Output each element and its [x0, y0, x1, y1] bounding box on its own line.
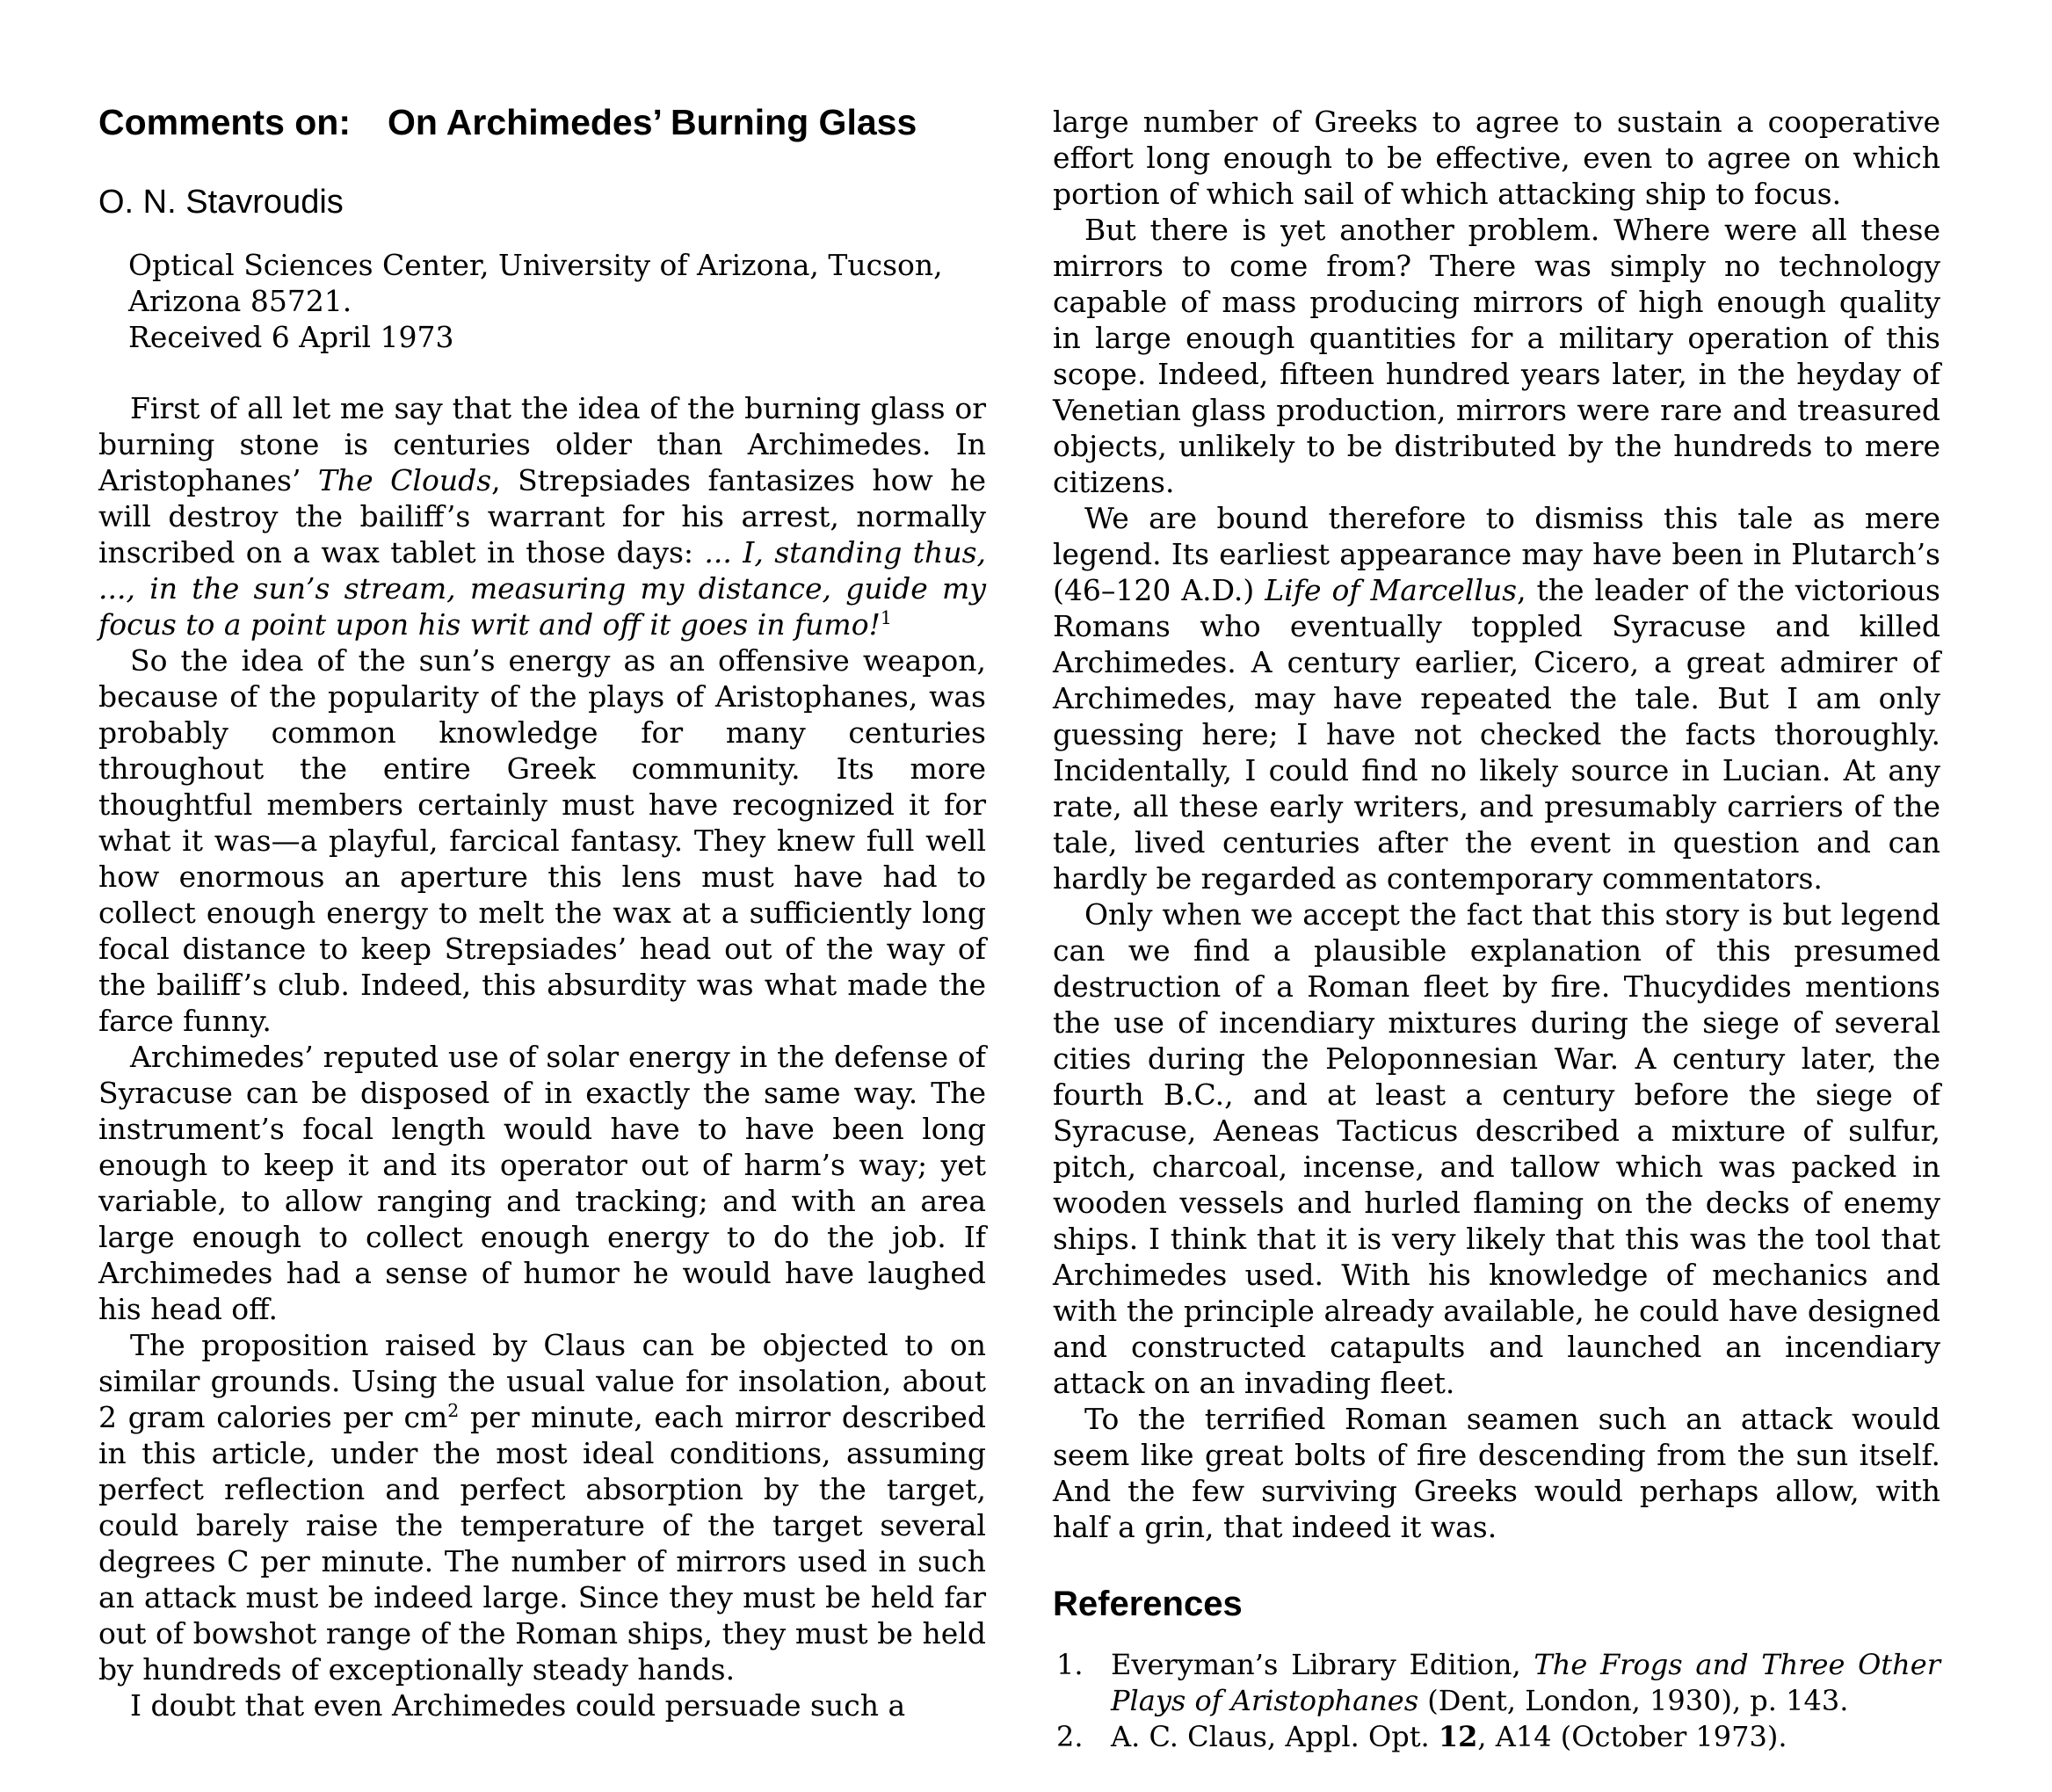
- text-run: The Frogs and Three Other Plays of Aristophanes: [1111, 1648, 1941, 1717]
- text-run: We are bound therefore to dismiss this tale as mere legend. Its earliest appearance may have been in Plutarch’s (46–120 A.D.): [1053, 501, 1940, 607]
- reference-number: 2.: [1056, 1720, 1084, 1753]
- page-title: [98, 104, 986, 141]
- title-prefix: Comments on:: [98, 102, 351, 142]
- superscript-marker: 1: [880, 606, 892, 628]
- text-run: So the idea of the sun’s energy as an offensive weapon, because of the popularity of the plays of Aristophanes, was probably common knowledge for many centuries throughout the entire Greek community. Its more thoughtful members certainly must have recognized it for what it was—a playful, farcical fantasy. They knew full well how enormous an aperture this lens must have had to collect enough energy to melt the wax at a sufficiently long focal distance to keep Strepsiades’ head out of the way of the bailiff’s club. Indeed, this absurdity was what made the farce funny.: [98, 642, 986, 1038]
- text-run: (Dent, London, 1930), p. 143.: [1418, 1684, 1849, 1717]
- right-column: [1053, 104, 1940, 1755]
- left-column: [98, 104, 986, 1755]
- text-run: , the leader of the victorious Romans who eventually toppled Syracuse and killed Archimedes. A century earlier, Cicero, a great admirer of Archimedes, may have repeated the tale. But I am only guessing here; I have not checked the facts thoroughly. Incidentally, I could find no likely source in Lucian. At any rate, all these early writers, and presumably carriers of the tale, lived centuries after the event in question and can hardly be regarded as contemporary commentators.: [1053, 573, 1940, 896]
- reference-text: [1111, 1648, 1940, 1717]
- paragraph: [98, 1039, 986, 1327]
- text-run: per minute, each mirror described in this article, under the most ideal conditions, assuming perfect reflection and perfect absorption by the target, could barely raise the temperature of the target several degrees C per minute. The number of mirrors used in such an attack must be indeed large. Since they must be held far out of bowshot range of the Roman ships, they must be held by hundreds of exceptionally steady hands.: [98, 1399, 986, 1687]
- text-run: large number of Greeks to agree to sustain a cooperative effort long enough to be effective, even to agree on which portion of which sail of which attacking ship to focus.: [1053, 105, 1940, 211]
- paragraph: [1053, 104, 1940, 212]
- reference-text: [1111, 1720, 1787, 1753]
- article-header: [98, 104, 986, 355]
- reference-number: 1.: [1056, 1648, 1084, 1681]
- text-run: , A14 (October 1973).: [1477, 1720, 1787, 1753]
- two-column-layout: [98, 104, 2052, 1755]
- text-run: But there is yet another problem. Where were all these mirrors to come from? There was simply no technology capable of mass producing mirrors of high enough quality in large enough quantities for a military operation of this scope. Indeed, fifteen hundred years later, in the heyday of Venetian glass production, mirrors were rare and treasured objects, unlikely to be distributed by the hundreds to mere citizens.: [1053, 213, 1940, 499]
- text-run: To the terrified Roman seamen such an attack would seem like great bolts of fire descending from the sun itself. And the few surviving Greeks would perhaps allow, with half a grin, that indeed it was.: [1053, 1402, 1940, 1544]
- references-heading: References: [1053, 1585, 1243, 1623]
- paragraph: [1053, 1401, 1940, 1545]
- paragraph: [98, 642, 986, 1039]
- text-run: Only when we accept the fact that this story is but legend can we find a plausible explanation of this presumed destruction of a Roman fleet by fire. Thucydides mentions the use of incendiary mixtures during the siege of several cities during the Peloponnesian War. A century later, the fourth B.C., and at least a century before the siege of Syracuse, Aeneas Tacticus described a mixture of sulfur, pitch, charcoal, incense, and tallow which was packed in wooden vessels and hurled flaming on the decks of enemy ships. I think that it is very likely that this was the tool that Archimedes used. With his knowledge of mechanics and with the principle already available, he could have designed and constructed catapults and launched an incendiary attack on an invading fleet.: [1053, 897, 1940, 1400]
- reference-item: [1053, 1647, 1940, 1719]
- paragraph: [1053, 212, 1940, 500]
- text-run: Archimedes’ reputed use of solar energy in the defense of Syracuse can be disposed of in exactly the same way. The instrument’s focal length would have to have been long enough to keep it and its operator out of harm’s way; yet variable, to allow ranging and tracking; and with an area large enough to collect enough energy to do the job. If Archimedes had a sense of humor he would have laughed his head off.: [98, 1039, 986, 1326]
- received-date: Received 6 April 1973: [128, 319, 454, 354]
- text-run: First of all let me say that the idea of the burning glass or burning stone is centuries older than Archimedes. In Aristophanes’: [98, 390, 986, 497]
- reference-item: [1053, 1719, 1940, 1755]
- text-run: 12: [1438, 1720, 1478, 1753]
- paragraph: [98, 1687, 986, 1723]
- text-run: The proposition raised by Claus can be objected to on similar grounds. Using the usual value for insolation, about 2 gram calories per cm: [98, 1327, 986, 1434]
- title-text: On Archimedes’ Burning Glass: [388, 102, 917, 142]
- author-name: O. N. Stavroudis: [98, 184, 344, 221]
- text-run: The Clouds: [317, 462, 492, 497]
- text-run: I doubt that even Archimedes could persuade such a: [130, 1687, 906, 1723]
- text-run: , Strepsiades fantasizes how he will destroy the bailiff’s warrant for his arrest, normally inscribed on a wax tablet in those days:: [98, 462, 986, 570]
- paragraph: [98, 390, 986, 642]
- text-run: ... I, standing thus, ..., in the sun’s stream, measuring my distance, guide my focus to a point upon his writ and off it goes in fumo!: [98, 534, 986, 642]
- paragraph: [1053, 500, 1940, 896]
- text-run: Life of Marcellus: [1265, 573, 1518, 607]
- text-run: Everyman’s Library Edition,: [1111, 1648, 1534, 1681]
- text-run: A. C. Claus, Appl. Opt.: [1111, 1720, 1439, 1753]
- affiliation-block: [98, 247, 986, 355]
- paragraph: [98, 1327, 986, 1687]
- superscript-marker: 2: [447, 1399, 460, 1421]
- reference-list: [1053, 1647, 1940, 1755]
- references-section: [1053, 1585, 1940, 1755]
- author-affiliation: Optical Sciences Center, University of Arizona, Tucson, Arizona 85721.: [128, 247, 943, 318]
- paragraph: [1053, 896, 1940, 1401]
